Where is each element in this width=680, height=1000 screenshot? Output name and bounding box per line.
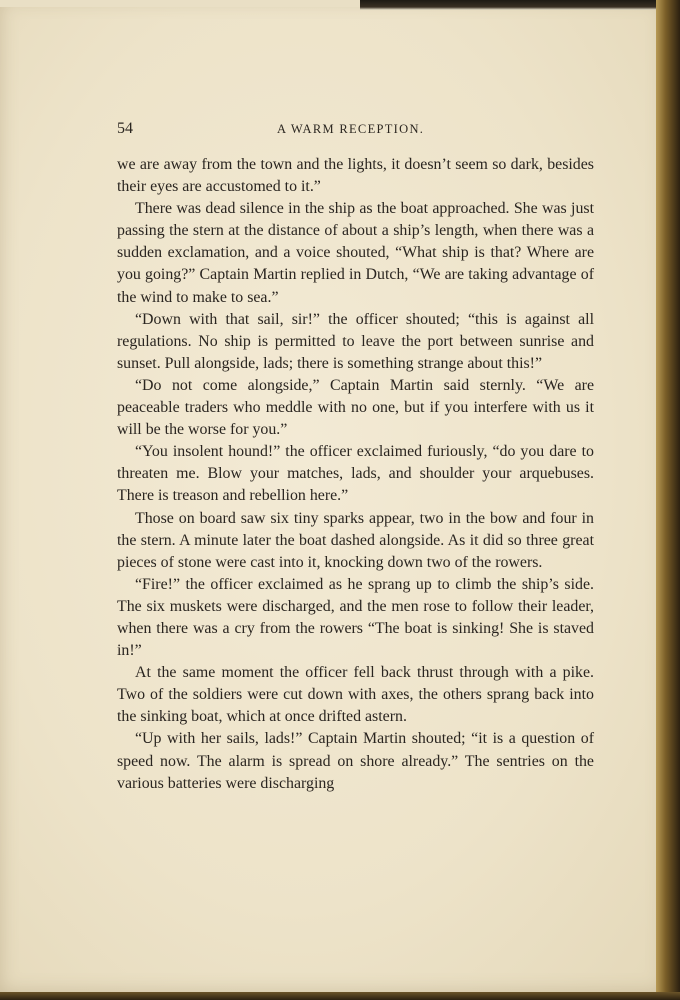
scan-top-border	[360, 0, 680, 10]
paragraph: “You insolent hound!” the officer exclaimed furiously, “do you dare to threaten me. Blow your matches, lads, and shoulder your arquebuses. There is treason and rebellion here.”	[117, 443, 594, 505]
page-top-edge	[0, 0, 360, 7]
paragraph: “Do not come alongside,” Captain Martin said sternly. “We are peaceable traders who meddle with no one, but if you interfere with us it will be the worse for you.”	[117, 376, 594, 439]
paragraph: “Up with her sails, lads!” Captain Martin shouted; “it is a question of speed now. The alarm is spread on shore already.” The sentries on the various batteries were discharging	[117, 730, 594, 792]
scan-bottom-border	[0, 992, 680, 1000]
paragraph: “Fire!” the officer exclaimed as he sprang up to climb the ship’s side. The six muskets were discharged, and the men rose to follow their leader, when there was a cry from the rowers “The boat is sinking! She is staved in!”	[117, 575, 594, 660]
paragraph: There was dead silence in the ship as the boat approached. She was just passing the stern at the distance of about a ship’s length, when there was a sudden exclamation, and a voice shouted, “What ship is that? Where are you going?” Captain Martin replied in Dutch, “We are taking advantage of the wind to make to sea.”	[117, 200, 594, 306]
paragraph: Those on board saw six tiny sparks appear, two in the bow and four in the stern. A minute later the boat dashed alongside. As it did so three great pieces of stone were cast into it, knocking down two of the rowers.	[117, 509, 594, 571]
paragraph: we are away from the town and the lights, it doesn’t seem so dark, besides their eyes are accustomed to it.”	[117, 156, 594, 196]
page-header	[117, 120, 594, 140]
paragraph: “Down with that sail, sir!” the officer shouted; “this is against all regulations. No ship is permitted to leave the port between sunrise and sunset. Pull alongside, lads; there is something strange about this!”	[117, 310, 594, 372]
paragraph: At the same moment the officer fell back thrust through with a pike. Two of the soldiers were cut down with axes, the others sprang back into the sinking boat, which at once drifted astern.	[117, 664, 594, 726]
book-spine-edge	[656, 0, 680, 1000]
body-text	[117, 154, 594, 795]
running-head: A WARM RECEPTION.	[277, 122, 425, 136]
page-number: 54	[117, 120, 133, 137]
